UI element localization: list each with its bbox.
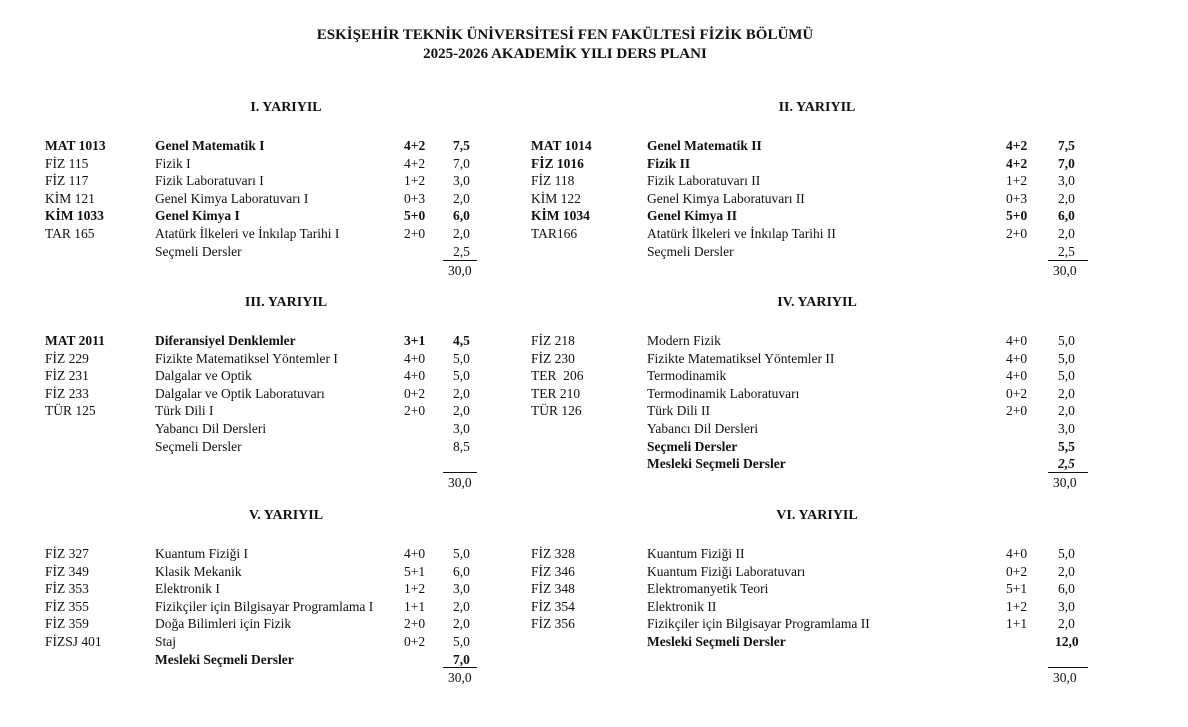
course-name: Genel Kimya Laboratuvarı I [155, 190, 309, 206]
course-row [0, 615, 1188, 633]
course-hours: 1+1 [1006, 616, 1028, 632]
course-ects: 3,0 [1058, 421, 1075, 436]
course-code: FİZ 359 [45, 616, 89, 632]
course-code: FİZ 218 [531, 333, 575, 348]
course-code: FİZ 349 [45, 563, 89, 579]
semester-title: I. YARIYIL [250, 100, 322, 115]
course-ects: 3,0 [453, 173, 470, 189]
course-code: FİZ 353 [45, 581, 89, 597]
semester-total: 30,0 [448, 263, 472, 278]
course-hours: 0+2 [1006, 385, 1028, 401]
course-name: Genel Matematik I [155, 138, 265, 153]
course-name: Termodinamik [647, 368, 727, 384]
course-name: Genel Kimya II [647, 208, 737, 224]
course-name: Mesleki Seçmeli Dersler [647, 634, 786, 649]
course-name: Kuantum Fiziği II [647, 546, 745, 561]
course-code: MAT 2011 [45, 333, 105, 348]
course-hours: 0+2 [404, 385, 426, 401]
course-hours: 4+0 [1006, 368, 1028, 384]
semester-title: IV. YARIYIL [777, 295, 857, 310]
course-row [0, 545, 1188, 563]
course-ects: 12,0 [1055, 634, 1079, 649]
course-name: Mesleki Seçmeli Dersler [155, 651, 294, 667]
course-code: TÜR 126 [531, 403, 582, 419]
semester-total: 30,0 [1053, 670, 1077, 685]
course-ects: 3,0 [453, 581, 470, 597]
course-code: FİZ 115 [45, 155, 89, 171]
course-row [0, 455, 1188, 473]
course-code: FİZ 231 [45, 368, 89, 384]
course-name: Staj [155, 634, 177, 649]
course-name: Fizikçiler için Bilgisayar Programlama I [155, 598, 374, 614]
course-ects: 2,0 [1058, 563, 1075, 579]
course-hours: 4+0 [404, 350, 426, 366]
course-ects: 8,5 [453, 438, 470, 454]
semester-title: V. YARIYIL [248, 508, 324, 523]
course-code: FİZ 230 [531, 350, 575, 366]
course-code: TÜR 125 [45, 403, 96, 419]
course-ects: 6,0 [1058, 581, 1075, 597]
semester-total: 30,0 [1053, 475, 1077, 490]
course-name: Fizikte Matematiksel Yöntemler I [155, 350, 338, 366]
course-hours: 2+0 [404, 226, 426, 241]
course-hours: 5+1 [1006, 581, 1028, 597]
course-hours: 3+1 [404, 333, 426, 348]
course-ects: 2,0 [1058, 226, 1075, 241]
course-name: Fizik Laboratuvarı I [155, 173, 264, 189]
semester-total: 30,0 [448, 670, 472, 685]
semester-total: 30,0 [1053, 263, 1077, 278]
course-ects: 2,0 [453, 598, 470, 614]
course-name: Türk Dili I [155, 403, 214, 419]
course-row [0, 633, 1188, 651]
course-code: TER 210 [531, 385, 581, 401]
course-code: FİZ 346 [531, 563, 575, 579]
course-row [0, 225, 1188, 243]
course-ects: 6,0 [453, 208, 470, 224]
course-ects: 2,0 [453, 385, 470, 401]
course-ects: 5,5 [1058, 438, 1075, 454]
course-code: FİZ 1016 [531, 155, 584, 171]
document-subtitle: 2025-2026 AKADEMİK YILI DERS PLANI [423, 46, 707, 62]
course-hours: 4+0 [1006, 350, 1028, 366]
document-title: ESKİŞEHİR TEKNİK ÜNİVERSİTESİ FEN FAKÜLTESİ FİZİK BÖLÜMÜ [316, 27, 814, 43]
course-code: FİZ 327 [45, 546, 89, 561]
course-hours: 2+0 [404, 403, 426, 419]
course-row [0, 420, 1188, 438]
course-code: KİM 121 [45, 190, 95, 206]
course-ects: 2,5 [1058, 243, 1075, 259]
course-name: Genel Kimya Laboratuvarı II [647, 190, 805, 206]
semester-total: 30,0 [448, 475, 472, 490]
course-code: TAR 165 [45, 226, 95, 241]
course-row [0, 155, 1188, 173]
course-name: Yabancı Dil Dersleri [155, 421, 267, 436]
course-ects: 5,0 [453, 368, 470, 384]
course-ects: 2,0 [1058, 616, 1075, 632]
semester-title: VI. YARIYIL [776, 508, 858, 523]
course-name: Seçmeli Dersler [155, 438, 242, 454]
course-hours: 4+0 [1006, 546, 1028, 561]
course-row [0, 172, 1188, 190]
course-name: Doğa Bilimleri için Fizik [155, 616, 292, 632]
course-hours: 2+0 [1006, 403, 1028, 419]
course-code: FİZ 354 [531, 598, 575, 614]
course-hours: 1+2 [1006, 173, 1028, 189]
course-ects: 5,0 [1058, 350, 1075, 366]
course-ects: 7,5 [1058, 138, 1075, 153]
course-hours: 4+0 [404, 368, 426, 384]
course-hours: 0+2 [404, 634, 426, 649]
course-row [0, 651, 1188, 669]
course-code: FİZSJ 401 [45, 634, 102, 649]
course-hours: 0+3 [1006, 190, 1028, 206]
course-row [0, 243, 1188, 261]
course-code: FİZ 356 [531, 616, 575, 632]
course-ects: 3,0 [1058, 173, 1075, 189]
course-name: Elektronik I [155, 581, 220, 597]
course-row [0, 190, 1188, 208]
course-code: MAT 1014 [531, 138, 592, 153]
course-hours: 1+2 [1006, 598, 1028, 614]
course-code: KİM 122 [531, 190, 581, 206]
course-hours: 5+0 [404, 208, 426, 224]
course-ects: 2,5 [453, 243, 470, 259]
course-row [0, 332, 1188, 350]
course-row [0, 137, 1188, 155]
course-ects: 5,0 [1058, 368, 1075, 384]
course-ects: 5,0 [1058, 333, 1075, 348]
course-ects: 2,0 [453, 226, 470, 241]
course-ects: 6,0 [1058, 208, 1075, 224]
total-rule [443, 667, 477, 668]
course-code: TER 206 [531, 368, 584, 384]
course-row [0, 367, 1188, 385]
course-ects: 5,0 [453, 350, 470, 366]
course-hours: 5+1 [404, 563, 426, 579]
course-ects: 7,0 [1058, 155, 1075, 171]
course-name: Kuantum Fiziği I [155, 546, 248, 561]
course-name: Seçmeli Dersler [647, 438, 738, 454]
course-name: Fizikte Matematiksel Yöntemler II [647, 350, 835, 366]
course-name: Fizik Laboratuvarı II [647, 173, 761, 189]
course-code: FİZ 117 [45, 173, 89, 189]
course-name: Fizikçiler için Bilgisayar Programlama II [647, 616, 870, 632]
course-hours: 5+0 [1006, 208, 1028, 224]
course-row [0, 563, 1188, 581]
course-ects: 4,5 [453, 333, 470, 348]
course-name: Genel Matematik II [647, 138, 762, 153]
course-row [0, 580, 1188, 598]
course-hours: 4+2 [1006, 155, 1028, 171]
course-hours: 1+2 [404, 173, 426, 189]
course-code: FİZ 328 [531, 546, 575, 561]
course-ects: 7,5 [453, 138, 470, 153]
course-ects: 2,5 [1058, 456, 1075, 472]
course-name: Dalgalar ve Optik Laboratuvarı [155, 385, 325, 401]
course-ects: 2,0 [453, 616, 470, 632]
course-ects: 7,0 [453, 651, 470, 667]
total-rule [1048, 667, 1088, 668]
course-ects: 6,0 [453, 563, 470, 579]
course-code: FİZ 229 [45, 350, 89, 366]
semester-title: III. YARIYIL [244, 295, 328, 310]
course-name: Elektromanyetik Teori [647, 581, 769, 597]
course-code: TAR166 [531, 226, 578, 241]
course-name: Modern Fizik [647, 333, 721, 348]
course-hours: 1+1 [404, 598, 426, 614]
course-name: Yabancı Dil Dersleri [647, 421, 759, 436]
course-name: Atatürk İlkeleri ve İnkılap Tarihi II [647, 226, 836, 241]
semester-title: II. YARIYIL [778, 100, 856, 115]
course-code: KİM 1033 [45, 208, 104, 224]
course-hours: 4+0 [1006, 333, 1028, 348]
course-row [0, 598, 1188, 616]
course-row [0, 385, 1188, 403]
course-name: Seçmeli Dersler [155, 243, 242, 259]
course-ects: 3,0 [1058, 598, 1075, 614]
course-name: Seçmeli Dersler [647, 243, 734, 259]
course-row [0, 207, 1188, 225]
total-rule [1048, 472, 1088, 473]
course-name: Diferansiyel Denklemler [155, 333, 296, 348]
course-hours: 4+0 [404, 546, 426, 561]
course-name: Kuantum Fiziği Laboratuvarı [647, 563, 806, 579]
course-row [0, 350, 1188, 368]
course-name: Termodinamik Laboratuvarı [647, 385, 800, 401]
course-code: FİZ 348 [531, 581, 575, 597]
course-ects: 5,0 [453, 634, 470, 649]
course-ects: 3,0 [453, 421, 470, 436]
course-name: Mesleki Seçmeli Dersler [647, 456, 786, 472]
course-name: Fizik II [647, 155, 691, 171]
course-hours: 0+2 [1006, 563, 1028, 579]
course-code: KİM 1034 [531, 208, 590, 224]
course-name: Türk Dili II [647, 403, 710, 419]
course-code: FİZ 355 [45, 598, 89, 614]
course-hours: 2+0 [404, 616, 426, 632]
course-name: Dalgalar ve Optik [155, 368, 252, 384]
course-hours: 1+2 [404, 581, 426, 597]
course-hours: 4+2 [1006, 138, 1028, 153]
course-ects: 2,0 [453, 190, 470, 206]
course-ects: 2,0 [1058, 403, 1075, 419]
course-ects: 5,0 [1058, 546, 1075, 561]
course-hours: 4+2 [404, 155, 426, 171]
course-code: FİZ 233 [45, 385, 89, 401]
course-name: Atatürk İlkeleri ve İnkılap Tarihi I [155, 226, 340, 241]
course-hours: 4+2 [404, 138, 426, 153]
course-code: FİZ 118 [531, 173, 575, 189]
course-name: Elektronik II [647, 598, 717, 614]
course-ects: 2,0 [453, 403, 470, 419]
course-code: MAT 1013 [45, 138, 106, 153]
course-ects: 5,0 [453, 546, 470, 561]
course-row [0, 438, 1188, 456]
total-rule [443, 260, 477, 261]
course-ects: 2,0 [1058, 385, 1075, 401]
course-row [0, 402, 1188, 420]
course-name: Genel Kimya I [155, 208, 240, 224]
total-rule [1048, 260, 1088, 261]
course-ects: 2,0 [1058, 190, 1075, 206]
course-name: Klasik Mekanik [155, 563, 242, 579]
course-ects: 7,0 [453, 155, 470, 171]
course-hours: 2+0 [1006, 226, 1028, 241]
course-hours: 0+3 [404, 190, 426, 206]
course-name: Fizik I [155, 155, 191, 171]
